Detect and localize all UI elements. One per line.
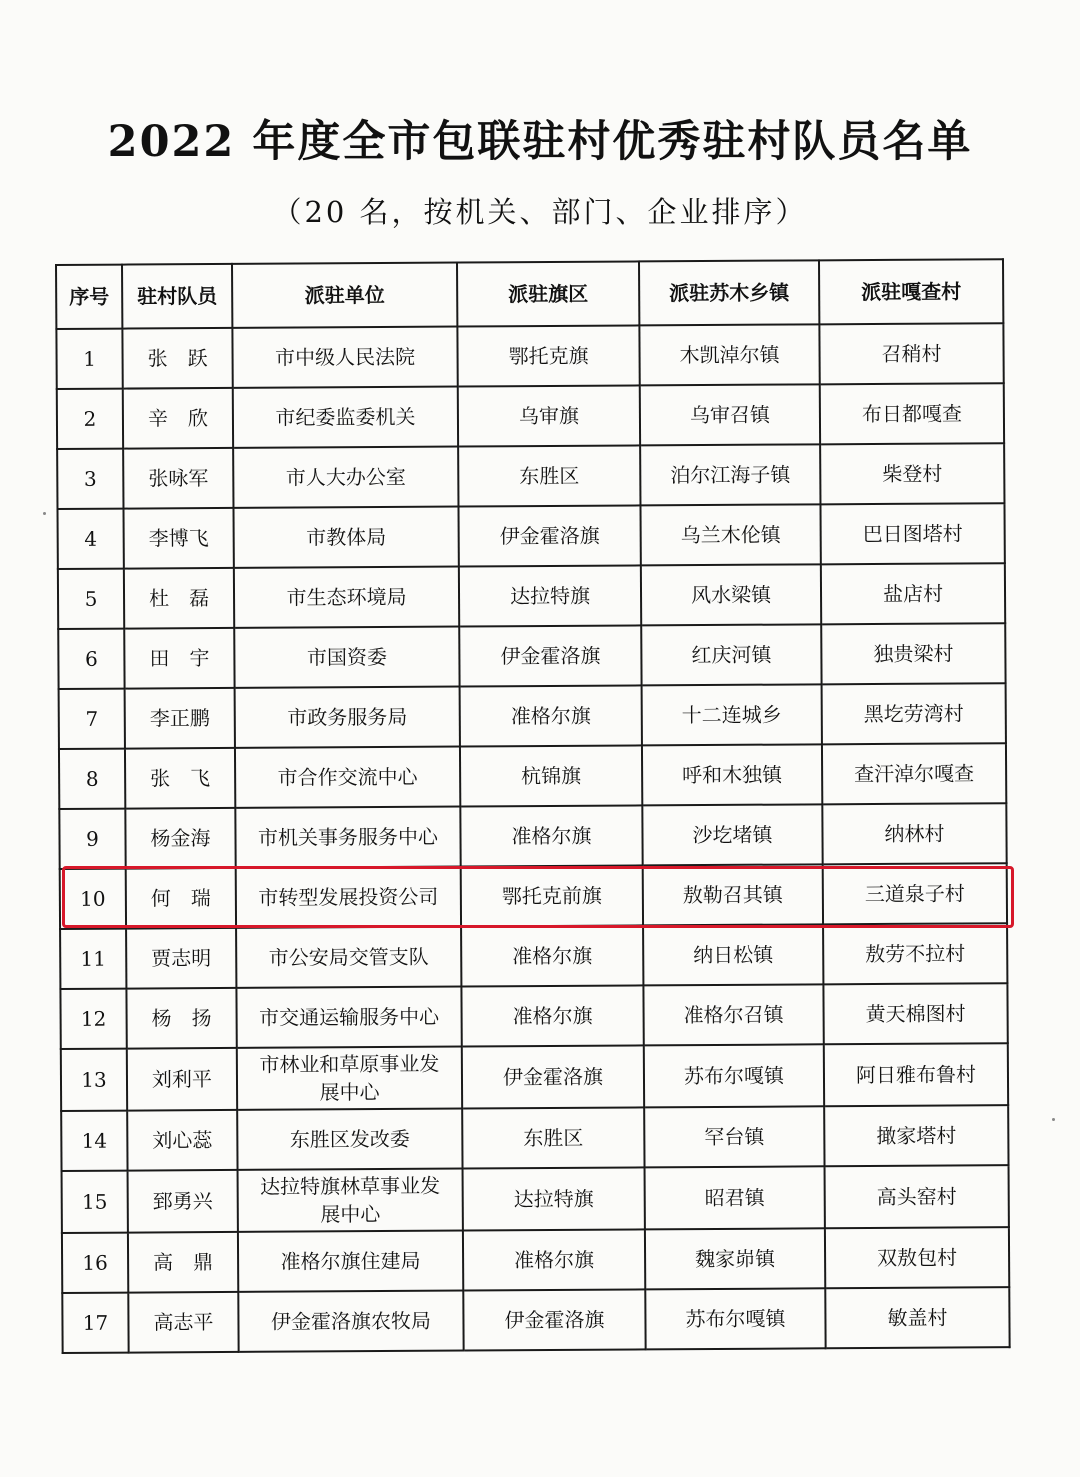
cell-seq: 16 [62,1233,128,1293]
cell-town: 罕台镇 [644,1106,824,1167]
cell-village: 撖家塔村 [824,1105,1008,1166]
cell-seq: 11 [60,929,126,989]
cell-town: 准格尔召镇 [643,984,823,1045]
cell-village: 黄天棉图村 [823,983,1007,1044]
cell-seq: 13 [61,1049,127,1111]
cell-town: 敖勒召其镇 [643,864,823,925]
cell-town: 苏布尔嘎镇 [645,1288,825,1349]
cell-banner: 东胜区 [462,1107,644,1168]
cell-seq: 12 [60,989,126,1049]
cell-member: 贾志明 [126,928,236,989]
cell-village: 独贵梁村 [821,623,1005,684]
cell-member: 高 鼎 [128,1232,238,1293]
table-row [59,683,1006,749]
cell-seq: 10 [60,869,126,929]
cell-seq: 17 [62,1293,128,1353]
scan-speck [1052,1118,1055,1121]
cell-village: 双敖包村 [825,1227,1009,1288]
cell-member: 郅勇兴 [128,1170,238,1233]
cell-unit: 市纪委监委机关 [233,387,458,448]
cell-village: 敖劳不拉村 [823,923,1007,984]
table-row [62,1165,1009,1233]
table-row [61,1043,1008,1111]
cell-member: 杨金海 [125,808,235,869]
cell-banner: 准格尔旗 [460,805,642,866]
cell-town: 沙圪堵镇 [642,804,822,865]
cell-banner: 伊金霍洛旗 [463,1289,645,1350]
cell-member: 李博飞 [123,508,233,569]
cell-member: 杨 扬 [126,988,236,1049]
cell-unit: 东胜区发改委 [237,1109,462,1170]
cell-member: 田 宇 [124,628,234,689]
cell-unit: 伊金霍洛旗农牧局 [238,1291,463,1352]
cell-unit: 市人大办公室 [233,447,458,508]
scan-speck [43,512,46,515]
cell-town: 乌审召镇 [640,384,820,445]
cell-village: 纳林村 [822,803,1006,864]
cell-unit: 准格尔旗住建局 [238,1231,463,1292]
cell-member: 杜 磊 [124,568,234,629]
table-row [57,503,1004,569]
cell-banner: 伊金霍洛旗 [459,625,641,686]
cell-unit: 达拉特旗林草事业发展中心 [238,1169,463,1232]
cell-banner: 鄂托克旗 [457,325,639,386]
cell-member: 刘心蕊 [127,1110,237,1171]
table-row [57,383,1004,449]
cell-unit: 市机关事务服务中心 [235,807,460,868]
cell-banner: 准格尔旗 [460,685,642,746]
cell-unit: 市中级人民法院 [232,327,457,388]
cell-banner: 杭锦旗 [460,745,642,806]
header-member: 驻村队员 [122,264,232,329]
cell-seq: 14 [61,1111,127,1171]
table-row [58,623,1005,689]
cell-village: 盐店村 [821,563,1005,624]
cell-town: 风水梁镇 [641,564,821,625]
page-subtitle: （20 名，按机关、部门、企业排序） [272,195,808,229]
cell-unit: 市政务服务局 [235,687,460,748]
cell-village: 高头窑村 [825,1165,1009,1228]
cell-banner: 伊金霍洛旗 [458,505,640,566]
cell-town: 纳日松镇 [643,924,823,985]
cell-unit: 市转型发展投资公司 [236,867,461,928]
cell-unit: 市交通运输服务中心 [236,987,461,1048]
cell-member: 张咏军 [123,448,233,509]
cell-seq: 3 [57,449,123,509]
cell-town: 乌兰木伦镇 [640,504,820,565]
cell-seq: 9 [59,809,125,869]
cell-seq: 6 [58,629,124,689]
cell-member: 何 瑞 [126,868,236,929]
cell-town: 魏家峁镇 [645,1228,825,1289]
cell-banner: 乌审旗 [458,385,640,446]
table-row [56,323,1003,389]
table-row [60,923,1007,989]
cell-town: 苏布尔嘎镇 [644,1044,824,1107]
cell-unit: 市公安局交管支队 [236,927,461,988]
cell-member: 李正鹏 [125,688,235,749]
header-banner: 派驻旗区 [457,261,639,326]
cell-member: 辛 欣 [123,388,233,449]
header-village: 派驻嘎查村 [819,259,1003,324]
cell-village: 黑圪劳湾村 [822,683,1006,744]
cell-village: 阿日雅布鲁村 [824,1043,1008,1106]
table-row [57,443,1004,509]
cell-banner: 准格尔旗 [461,925,643,986]
page-title: 2022 年度全市包联驻村优秀驻村队员名单 [107,117,973,167]
cell-unit: 市合作交流中心 [235,747,460,808]
header-town: 派驻苏木乡镇 [639,260,819,325]
cell-village: 柴登村 [820,443,1004,504]
cell-seq: 5 [58,569,124,629]
cell-village: 布日都嘎查 [820,383,1004,444]
table-row [61,1105,1008,1171]
cell-member: 张 飞 [125,748,235,809]
cell-banner: 达拉特旗 [459,565,641,626]
cell-town: 红庆河镇 [641,624,821,685]
cell-town: 十二连城乡 [642,684,822,745]
header-unit: 派驻单位 [232,263,457,328]
table-row [58,563,1005,629]
cell-seq: 2 [57,389,123,449]
table-row [60,983,1007,1049]
table-header-row [56,259,1003,329]
cell-town: 呼和木独镇 [642,744,822,805]
table-row [59,803,1006,869]
table-row [62,1287,1009,1353]
cell-unit: 市国资委 [234,627,459,688]
table-row [59,743,1006,809]
cell-seq: 4 [57,509,123,569]
cell-seq: 8 [59,749,125,809]
cell-village: 巴日图塔村 [820,503,1004,564]
cell-village: 三道泉子村 [823,863,1007,924]
cell-banner: 准格尔旗 [461,985,643,1046]
cell-member: 刘利平 [127,1048,237,1111]
cell-member: 张 跃 [122,328,232,389]
roster-table [55,258,1011,1354]
cell-unit: 市林业和草原事业发展中心 [237,1047,462,1110]
cell-village: 查汗淖尔嘎查 [822,743,1006,804]
cell-seq: 1 [56,329,122,389]
cell-seq: 15 [62,1171,128,1233]
cell-banner: 准格尔旗 [463,1229,645,1290]
cell-town: 昭君镇 [645,1166,825,1229]
cell-town: 木凯淖尔镇 [639,324,819,385]
header-seq: 序号 [56,265,122,329]
cell-town: 泊尔江海子镇 [640,444,820,505]
cell-village: 召稍村 [819,323,1003,384]
cell-unit: 市生态环境局 [234,567,459,628]
cell-banner: 达拉特旗 [463,1167,645,1230]
table-row [62,1227,1009,1293]
cell-banner: 伊金霍洛旗 [462,1045,644,1108]
table-row-highlighted [60,863,1007,929]
cell-village: 敏盖村 [825,1287,1009,1348]
cell-member: 高志平 [128,1292,238,1353]
cell-banner: 东胜区 [458,445,640,506]
cell-banner: 鄂托克前旗 [461,865,643,926]
cell-unit: 市教体局 [233,507,458,568]
cell-seq: 7 [59,689,125,749]
